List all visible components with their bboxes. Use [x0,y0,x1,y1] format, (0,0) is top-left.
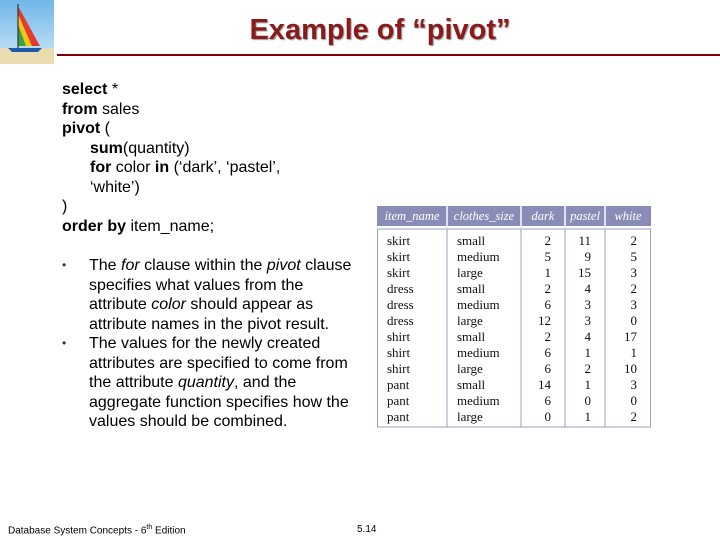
table-cell: 0 [630,393,637,408]
code-line [62,80,280,100]
bullet-list [62,256,362,432]
bullet-text: , and the aggregate function specifies how the values should be combined. [89,374,349,430]
code-line [62,139,280,159]
table-cell: medium [457,345,500,360]
column-header: white [614,209,642,223]
table-cell: large [457,361,483,376]
table-cell: 6 [544,393,551,408]
table-cell: skirt [387,249,411,264]
table-cell: 2 [630,281,637,296]
table-cell: 9 [584,249,591,264]
table-cell: 1 [584,377,591,392]
sql-keyword: in [154,159,170,176]
table-cell: dress [387,281,414,296]
bullet-italic: for [121,257,140,274]
table-cell: 3 [630,297,637,312]
table-cell: 17 [624,329,637,344]
sql-keyword: sum [90,139,123,157]
table-cell: 3 [584,313,591,328]
table-cell: 2 [584,361,591,376]
table-cell: 1 [584,409,591,424]
sql-keyword: for [90,159,112,176]
sql-text: (quantity) [122,139,190,157]
sql-keyword: select [62,81,108,98]
table-cell: dress [387,313,414,328]
table-cell: small [457,233,486,248]
table-cell: 0 [544,409,551,424]
table-cell: 1 [544,265,551,280]
table-cell: 11 [578,233,591,248]
table-cell: 5 [544,249,551,264]
bullet-text: The [89,257,122,274]
sql-text: * [107,81,119,98]
code-line [62,100,280,120]
table-cell: 6 [544,345,551,360]
sql-text: color [111,159,155,176]
table-cell: 0 [630,313,637,328]
table-cell: 2 [544,233,551,248]
table-cell: shirt [387,329,411,344]
table-cell: 2 [630,409,637,424]
code-line [62,119,280,139]
table-cell: pant [387,393,410,408]
bullet-text: should appear as attribute names in the pivot result. [89,296,330,333]
table-cell: 4 [584,329,591,344]
table-cell: medium [457,393,500,408]
footer-page-number: 5.14 [357,524,377,535]
column-header: item_name [384,209,440,223]
slide-title: Example of “pivot” [249,14,511,46]
table-cell: 2 [630,233,637,248]
table-cell: 3 [584,297,591,312]
bullet-item [62,256,362,334]
table-cell: 1 [584,345,591,360]
column-header: pastel [570,209,600,223]
sql-text: sales [97,100,140,118]
table-cell: 10 [624,361,637,376]
bullet-item [62,334,362,432]
table-cell: large [457,313,483,328]
pivot-table-svg [377,206,651,434]
bullet-italic: color [151,296,186,313]
column-header: dark [531,209,555,223]
code-line [62,158,280,178]
table-cell: 2 [544,281,551,296]
table-cell: 12 [538,313,551,328]
footer-text: Edition [152,525,186,537]
bullet-italic: pivot [266,257,301,274]
code-line [62,197,280,217]
table-body-bg [378,229,651,427]
table-cell: 3 [630,377,637,392]
table-cell: 15 [578,265,591,280]
sql-code-block [62,80,280,236]
table-cell: pant [387,409,410,424]
table-cell: shirt [387,345,411,360]
bullet-marker: • [62,258,67,272]
table-cell: 5 [630,249,637,264]
sql-keyword: pivot [62,120,101,137]
column-header: clothes_size [453,209,515,223]
table-cell: 0 [584,393,591,408]
table-cell: dress [387,297,414,312]
sql-keyword: from [62,100,98,118]
table-cell: pant [387,377,410,392]
table-cell: large [457,409,483,424]
table-cell: 6 [544,361,551,376]
table-cell: 1 [630,345,637,360]
footer-text: Database System Concepts - 6 [8,525,147,537]
table-cell: 14 [538,377,551,392]
footer-book-title [8,524,186,536]
table-cell: skirt [387,265,411,280]
bullet-text: clause specifies what values from the attribute [89,257,352,313]
table-cell: small [457,281,486,296]
table-cell: small [457,329,486,344]
table-cell: medium [457,297,500,312]
table-cell: medium [457,249,500,264]
footer-sup: th [146,524,153,531]
sql-keyword: order by [62,217,127,235]
table-cell: 3 [630,265,637,280]
table-cell: 6 [544,297,551,312]
table-cell: 4 [584,281,591,296]
pivot-result-table [377,206,651,434]
sql-text: ) [62,198,68,215]
code-line [62,178,280,198]
bullet-marker: • [62,336,67,350]
table-cell: small [457,377,486,392]
sql-text: item_name; [126,217,215,235]
table-cell: shirt [387,361,411,376]
table-cell: skirt [387,233,411,248]
table-cell: large [457,265,483,280]
title-underline [57,54,720,56]
sql-text: (‘dark’, ‘pastel’, [169,159,281,176]
bullet-text: clause within the [139,257,267,274]
code-line [62,217,280,237]
bullet-text: The values for the newly created attributes are specified to come from the attribute [89,335,348,391]
table-cell: 2 [544,329,551,344]
sql-text: ‘white’) [90,178,140,196]
bullet-italic: quantity [177,374,234,391]
sql-text: ( [100,120,110,137]
